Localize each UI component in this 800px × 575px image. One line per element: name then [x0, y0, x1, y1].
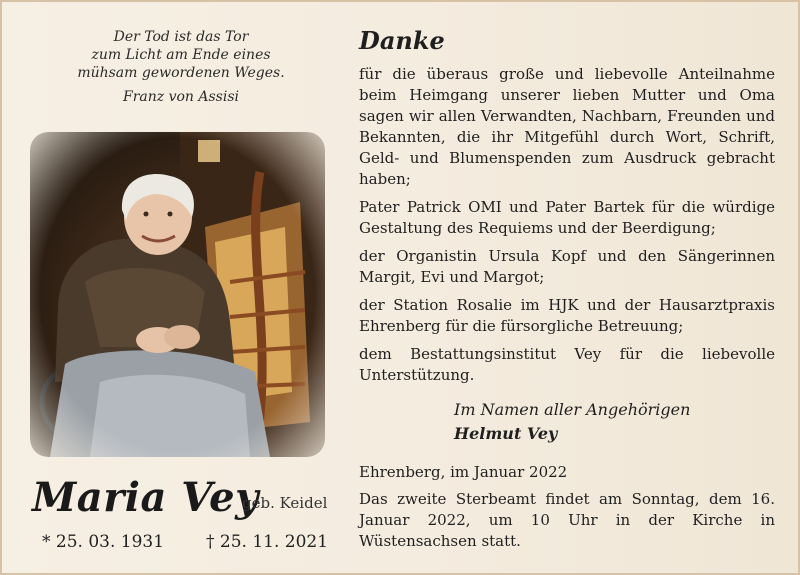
quote: [36, 28, 326, 106]
thanks-paragraph: Pater Patrick OMI und Pater Bartek für die würdige Gestaltung des Requiems und der Beerdigung;: [359, 198, 775, 237]
birth-date: * 25. 03. 1931: [42, 532, 165, 552]
signature-intro: Im Namen aller Angehörigen: [454, 400, 691, 419]
thanks-paragraph: für die überaus große und liebevolle Anteilnahme beim Heimgang unserer lieben Mutter und Oma sagen wir allen Verwandten, Nachbarn, Freunden und Bekannten, die ihr Mitgefühl durch Wort, Schrift, Geld- und Blumenspenden zum Ausdruck gebracht haben;: [359, 65, 775, 188]
signature-name: Helmut Vey: [454, 424, 558, 443]
portrait-illustration: [30, 132, 325, 457]
deceased-name: Maria Vey: [32, 474, 259, 521]
memorial-notice: Das zweite Sterbeamt findet am Sonntag, dem 16. Januar 2022, um 10 Uhr in der Kirche in Wüstensachsen statt.: [359, 490, 775, 550]
thanks-paragraph: der Station Rosalie im HJK und der Hausarztpraxis Ehrenberg für die fürsorgliche Betreuung;: [359, 296, 775, 335]
thanks-paragraph: der Organistin Ursula Kopf und den Sängerinnen Margit, Evi und Margot;: [359, 247, 775, 286]
birth-name: geb. Keidel: [242, 494, 328, 512]
thanks-section: [359, 24, 775, 559]
thanks-paragraph: dem Bestattungsinstitut Vey für die liebevolle Unterstützung.: [359, 345, 775, 384]
quote-line: Der Tod ist das Tor: [113, 29, 249, 45]
quote-author: Franz von Assisi: [122, 89, 240, 105]
portrait-photo: [30, 132, 325, 457]
death-date: † 25. 11. 2021: [206, 532, 329, 552]
place-date: Ehrenberg, im Januar 2022: [359, 463, 568, 481]
thanks-heading: Danke: [359, 26, 445, 55]
quote-line: zum Licht am Ende eines: [91, 47, 271, 63]
quote-line: mühsam gewordenen Weges.: [77, 65, 285, 81]
signature: [454, 398, 775, 446]
